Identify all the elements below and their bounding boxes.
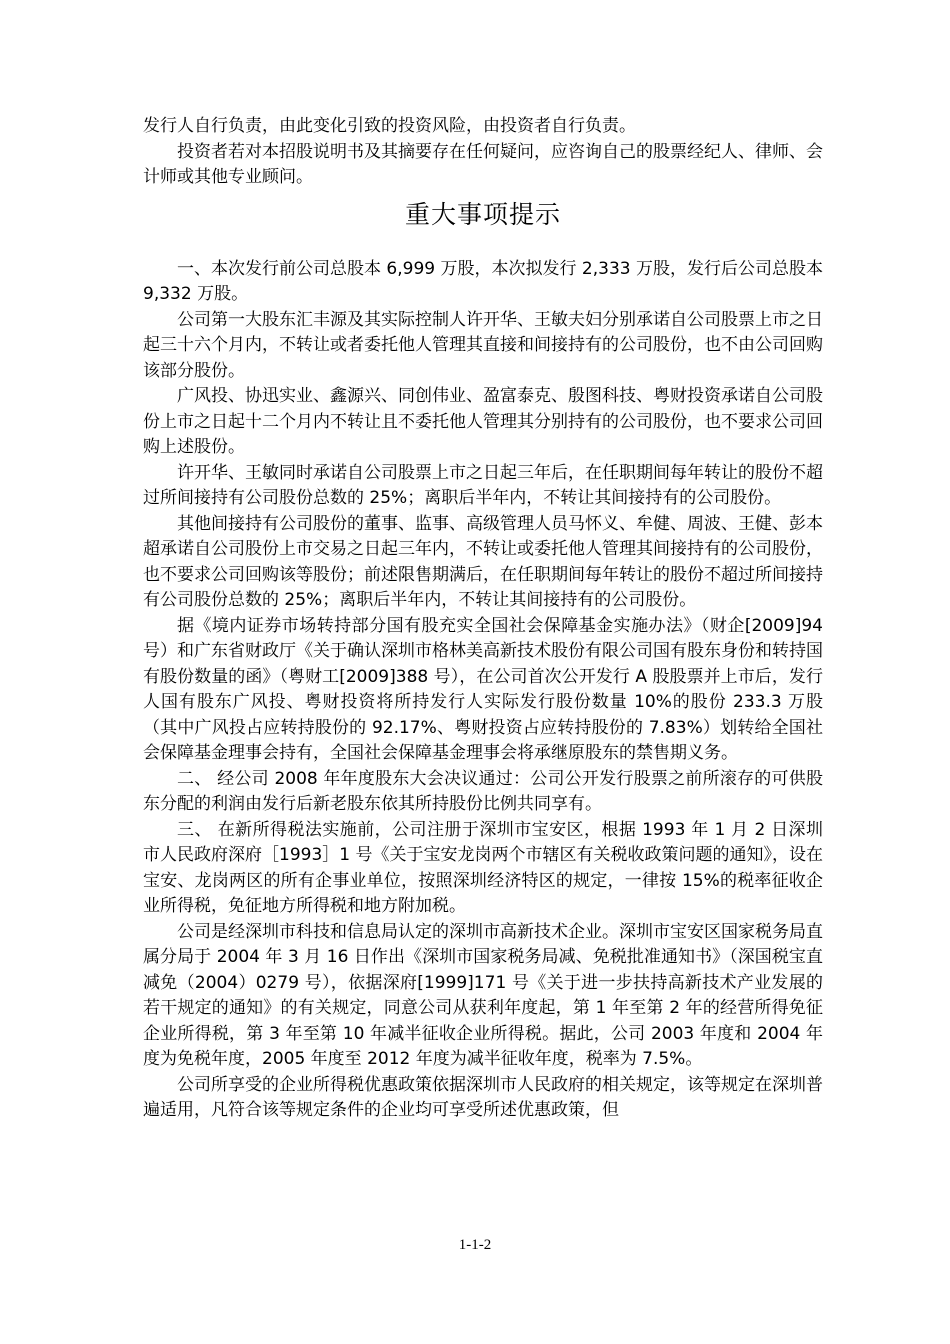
paragraph-9: 公司是经深圳市科技和信息局认定的深圳市高新技术企业。深圳市宝安区国家税务局直属分局于 2004 年 3 月 16 日作出《深圳市国家税务局减、免税批准通知书》（深国税宝直减免（2004）0279 号），依据深府[1999]171 号《关于进一步扶持高新技术产业发展的若干规定的通知》的有关规定，同意公司从获利年度起，第 1 年至第 2 年的经营所得免征企业所得税，第 3 年至第 10 年减半征收企业所得税。据此，公司 2003 年度和 2004 年度为免税年度，2005 年度至 2012 年度为减半征收年度，税率为 7.5%。 — [143, 921, 823, 1069]
paragraph-7: 二、 经公司 2008 年年度股东大会决议通过：公司公开发行股票之前所滚存的可供股东分配的利润由发行后新老股东依其所持股份比例共同享有。 — [143, 768, 823, 814]
paragraph-3: 广风投、协迅实业、鑫源兴、同创伟业、盈富泰克、殷图科技、粤财投资承诺自公司股份上市之日起十二个月内不转让且不委托他人管理其分别持有的公司股份，也不要求公司回购上述股份。 — [143, 386, 823, 457]
paragraph-1: 一、本次发行前公司总股本 6,999 万股，本次拟发行 2,333 万股，发行后公司总股本 9,332 万股。 — [143, 258, 823, 304]
paragraph-10: 公司所享受的企业所得税优惠政策依据深圳市人民政府的相关规定，该等规定在深圳普遍适用，凡符合该等规定条件的企业均可享受所述优惠政策，但 — [143, 1074, 823, 1120]
paragraph-4: 许开华、王敏同时承诺自公司股票上市之日起三年后，在任职期间每年转让的股份不超过所间接持有公司股份总数的 25%；离职后半年内，不转让其间接持有的公司股份。 — [143, 462, 823, 508]
section-heading: 重大事项提示 — [404, 199, 561, 229]
paragraph-6: 据《境内证券市场转持部分国有股充实全国社会保障基金实施办法》（财企[2009]94 号）和广东省财政厅《关于确认深圳市格林美高新技术股份有限公司国有股东身份和转持国有股份数量的函》（粤财工[2009]388 号），在公司首次公开发行 A 股股票并上市后，发行人国有股东广风投、粤财投资将所持发行人实际发行股份数量 10%的股份 233.3 万股（其中广风投占应转持股份的 92.17%、粤财投资占应转持股份的 7.83%）划转给全国社会保障基金理事会持有，全国社会保障基金理事会将承继原股东的禁售期义务。 — [143, 615, 823, 763]
body-text — [143, 114, 823, 1124]
paragraph-5: 其他间接持有公司股份的董事、监事、高级管理人员马怀义、牟健、周波、王健、彭本超承诺自公司股份上市交易之日起三年内，不转让或委托他人管理其间接持有的公司股份，也不要求公司回购该等股份；前述限售期满后，在任职期间每年转让的股份不超过所间接持有公司股份总数的 25%；离职后半年内，不转让其间接持有的公司股份。 — [143, 513, 823, 610]
paragraph-2: 公司第一大股东汇丰源及其实际控制人许开华、王敏夫妇分别承诺自公司股票上市之日起三十六个月内，不转让或者委托他人管理其直接和间接持有的公司股份，也不由公司回购该部分股份。 — [143, 309, 823, 381]
page-number: 1-1-2 — [458, 1237, 492, 1253]
intro-line: 发行人自行负责，由此变化引致的投资风险，由投资者自行负责。 — [143, 116, 636, 136]
intro-paragraph: 投资者若对本招股说明书及其摘要存在任何疑问，应咨询自己的股票经纪人、律师、会计师或其他专业顾问。 — [143, 141, 823, 187]
paragraph-8: 三、 在新所得税法实施前，公司注册于深圳市宝安区，根据 1993 年 1 月 2 日深圳市人民政府深府［1993］1 号《关于宝安龙岗两个市辖区有关税收政策问题的通知》，设在宝安、龙岗两区的所有企事业单位，按照深圳经济特区的规定，一律按 15%的税率征收企业所得税，免征地方所得税和地方附加税。 — [143, 819, 823, 916]
